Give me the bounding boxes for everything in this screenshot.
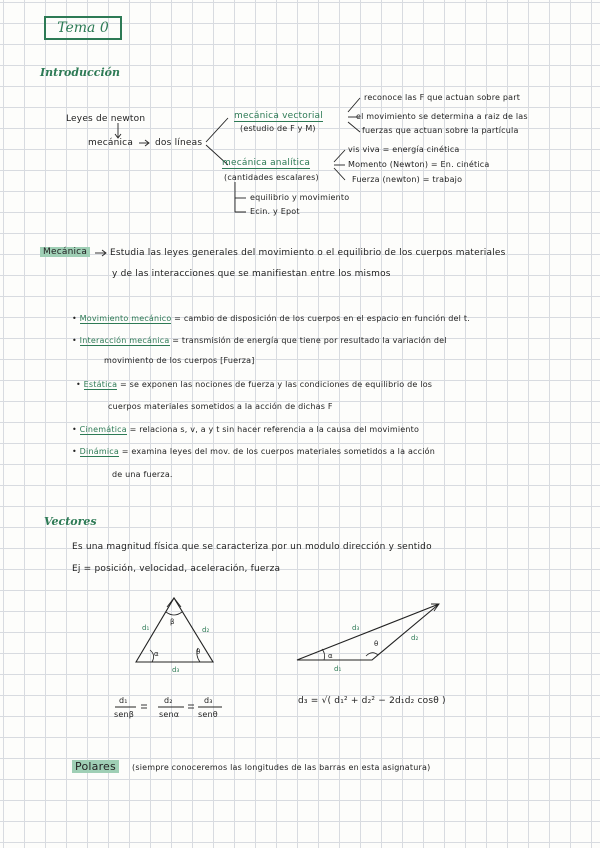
analitica-item: vis viva = energía cinética [348,145,460,154]
analitica-item: Momento (Newton) = En. cinética [348,160,490,169]
vectorial-sub: (estudio de F y M) [240,124,316,133]
below-item: Ecin. y Epot [250,207,300,216]
vectores-def: Es una magnitud física que se caracteriza por un modulo dirección y sentido [72,542,432,552]
cosine-law: d₃ = √( d₁² + d₂² − 2d₁d₂ cosθ ) [298,696,446,706]
formula-num: d₃ [204,696,213,705]
label-alpha: α [328,652,333,660]
label-beta: β [170,618,175,626]
label-d1: d₁ [334,665,342,673]
formula-den: senα [159,710,180,719]
vectorial-item: fuerzas que actuan sobre la partícula [362,126,519,135]
mecanica-tag: Mecánica [40,247,90,257]
mecanica-node: mecánica [88,138,134,148]
root-node: Leyes de newton [66,114,146,124]
mecanica-def-line: Estudia las leyes generales del movimiento o el equilibrio de los cuerpos materiales [110,248,506,258]
label-d2: d₂ [202,626,210,634]
dos-lineas-node: dos líneas [155,138,203,148]
vectores-example: Ej = posición, velocidad, aceleración, fuerza [72,564,281,574]
bullet-item: • Estática = se exponen las nociones de fuerza y las condiciones de equilibrio de los [76,380,433,389]
label-d1: d₁ [142,624,150,632]
label-d2: d₂ [411,634,419,642]
label-d3: d₃ [352,624,360,632]
bullet-item: • Movimiento mecánico = cambio de disposición de los cuerpos en el espacio en función del t. [72,314,470,323]
formula-num: d₂ [164,696,173,705]
bullet-continuation: cuerpos materiales sometidos a la acción de dichas F [108,402,333,411]
bullet-continuation: de una fuerza. [112,470,173,479]
bullet-item: • Interacción mecánica = transmisión de energía que tiene por resultado la variación del [72,336,447,345]
analitica-item: Fuerza (newton) = trabajo [352,175,463,184]
vectorial-node: mecánica vectorial [234,111,323,121]
bullet-continuation: movimiento de los cuerpos [Fuerza] [104,356,255,365]
vectorial-item: reconoce las F que actuan sobre part [364,93,521,102]
analitica-node: mecánica analítica [222,158,311,168]
below-item: equilibrio y movimiento [250,193,350,202]
mecanica-def-line: y de las interacciones que se manifiestan entre los mismos [112,269,391,279]
label-d3: d₃ [172,666,180,674]
analitica-sub: (cantidades escalares) [224,173,319,182]
page-title: Tema 0 [44,16,122,40]
polares-tag: Polares [72,760,119,773]
bullet-item: • Cinemática = relaciona s, v, a y t sin hacer referencia a la causa del movimiento [72,425,420,434]
formula-num: d₁ [119,696,128,705]
formula-den: senθ [198,710,218,719]
intro-heading: Introducción [40,66,120,79]
bullet-item: • Dinámica = examina leyes del mov. de los cuerpos materiales sometidos a la acción [72,447,436,456]
label-theta: θ [374,640,379,648]
label-alpha: α [154,650,159,658]
formula-den: senβ [114,710,135,719]
vectores-heading: Vectores [44,515,97,528]
vectorial-item: el movimiento se determina a raiz de las [356,112,528,121]
polares-text: (siempre conoceremos las longitudes de las barras en esta asignatura) [132,763,431,772]
label-theta: θ [196,648,201,656]
